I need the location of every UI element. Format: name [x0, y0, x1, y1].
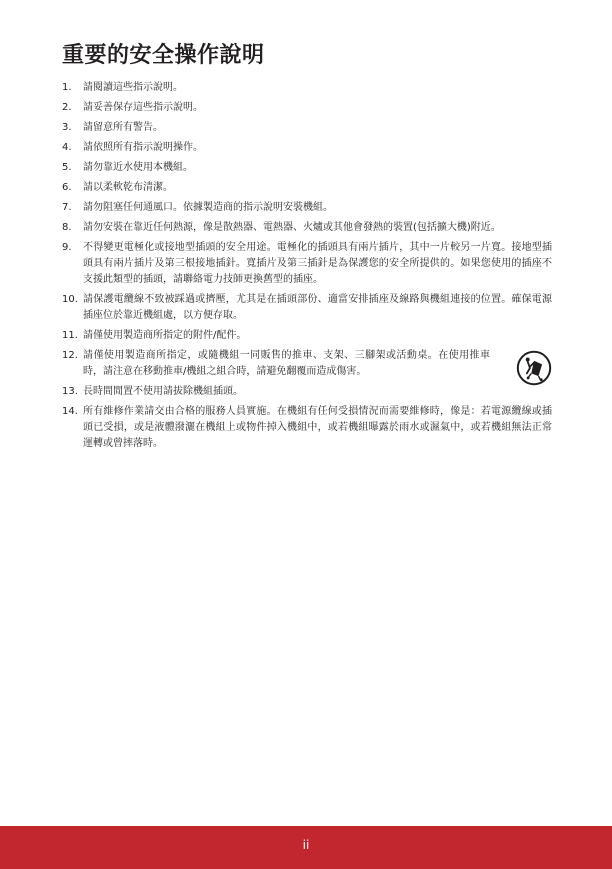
- item-text: 請勿靠近水使用本機組。: [83, 162, 193, 173]
- list-item: [62, 80, 552, 96]
- item-number: 11.: [62, 330, 78, 341]
- item-number: 8.: [62, 222, 72, 233]
- item-number: 6.: [62, 182, 72, 193]
- item-text: 請保護電纜線不致被踩過或擠壓，尤其是在插頭部份、適當安排插座及線路與機組連接的位置。確保電源插座位於靠近機組處，以方便存取。: [83, 294, 552, 321]
- list-item: [62, 160, 552, 176]
- list-item: [62, 240, 552, 288]
- item-text: 請僅使用製造商所指定，或隨機組一同販售的推車、支架、三腳架或活動桌。在使用推車時，請注意在移動推車/機組之組合時，請避免翻覆而造成傷害。: [83, 350, 490, 377]
- item-text: 請依照所有指示說明操作。: [83, 142, 203, 153]
- list-item: [62, 384, 552, 400]
- item-number: 12.: [62, 350, 78, 361]
- item-number: 7.: [62, 202, 72, 213]
- list-item: [62, 292, 552, 324]
- item-number: 10.: [62, 294, 78, 305]
- item-text: 請閱讀這些指示說明。: [83, 82, 183, 93]
- item-text: 不得變更電極化或接地型插頭的安全用途。電極化的插頭具有兩片插片，其中一片較另一片寬。接地型插頭具有兩片插片及第三根接地插針。寬插片及第三插針是為保護您的安全所提供的。如果您使用的插座不支援此類型的插頭，請聯絡電力技師更換舊型的插座。: [83, 242, 552, 285]
- list-item: [62, 404, 552, 452]
- item-number: 4.: [62, 142, 72, 153]
- item-number: 3.: [62, 122, 72, 133]
- list-item: [62, 348, 552, 380]
- page-number: ii: [302, 838, 310, 852]
- item-text: 請僅使用製造商所指定的附件/配件。: [83, 330, 247, 341]
- item-text: 請留意所有警告。: [83, 122, 163, 133]
- item-number: 5.: [62, 162, 72, 173]
- list-item: [62, 140, 552, 156]
- item-text: 請以柔軟乾布清潔。: [83, 182, 173, 193]
- footer-bar: [0, 826, 612, 869]
- list-item: [62, 100, 552, 116]
- item-text: 長時間閒置不使用請拔除機組插頭。: [83, 386, 243, 397]
- item-number: 2.: [62, 102, 72, 113]
- list-item: [62, 120, 552, 136]
- item-number: 13.: [62, 386, 78, 397]
- cart-tip-over-warning-icon: [516, 350, 552, 386]
- item-text: 所有維修作業請交由合格的服務人員實施。在機組有任何受損情況而需要維修時，像是：若電源纜線或插頭已受損，或是液體潑灑在機組上或物件掉入機組中，或若機組曝露於雨水或濕氣中，或若機組無法正常運轉或曾摔落時。: [83, 406, 552, 449]
- page-title: 重要的安全操作說明: [62, 43, 265, 68]
- item-text: 請勿阻塞任何通風口。依據製造商的指示說明安裝機組。: [83, 202, 333, 213]
- safety-instructions-list: [62, 80, 552, 456]
- item-number: 9.: [62, 242, 72, 253]
- item-text: 請妥善保存這些指示說明。: [83, 102, 203, 113]
- list-item: [62, 180, 552, 196]
- item-number: 14.: [62, 406, 78, 417]
- list-item: [62, 200, 552, 216]
- item-number: 1.: [62, 82, 72, 93]
- list-item: [62, 328, 552, 344]
- item-text: 請勿安裝在靠近任何熱源，像是散熱器、電熱器、火爐或其他會發熱的裝置(包括擴大機)附近。: [83, 222, 501, 233]
- list-item: [62, 220, 552, 236]
